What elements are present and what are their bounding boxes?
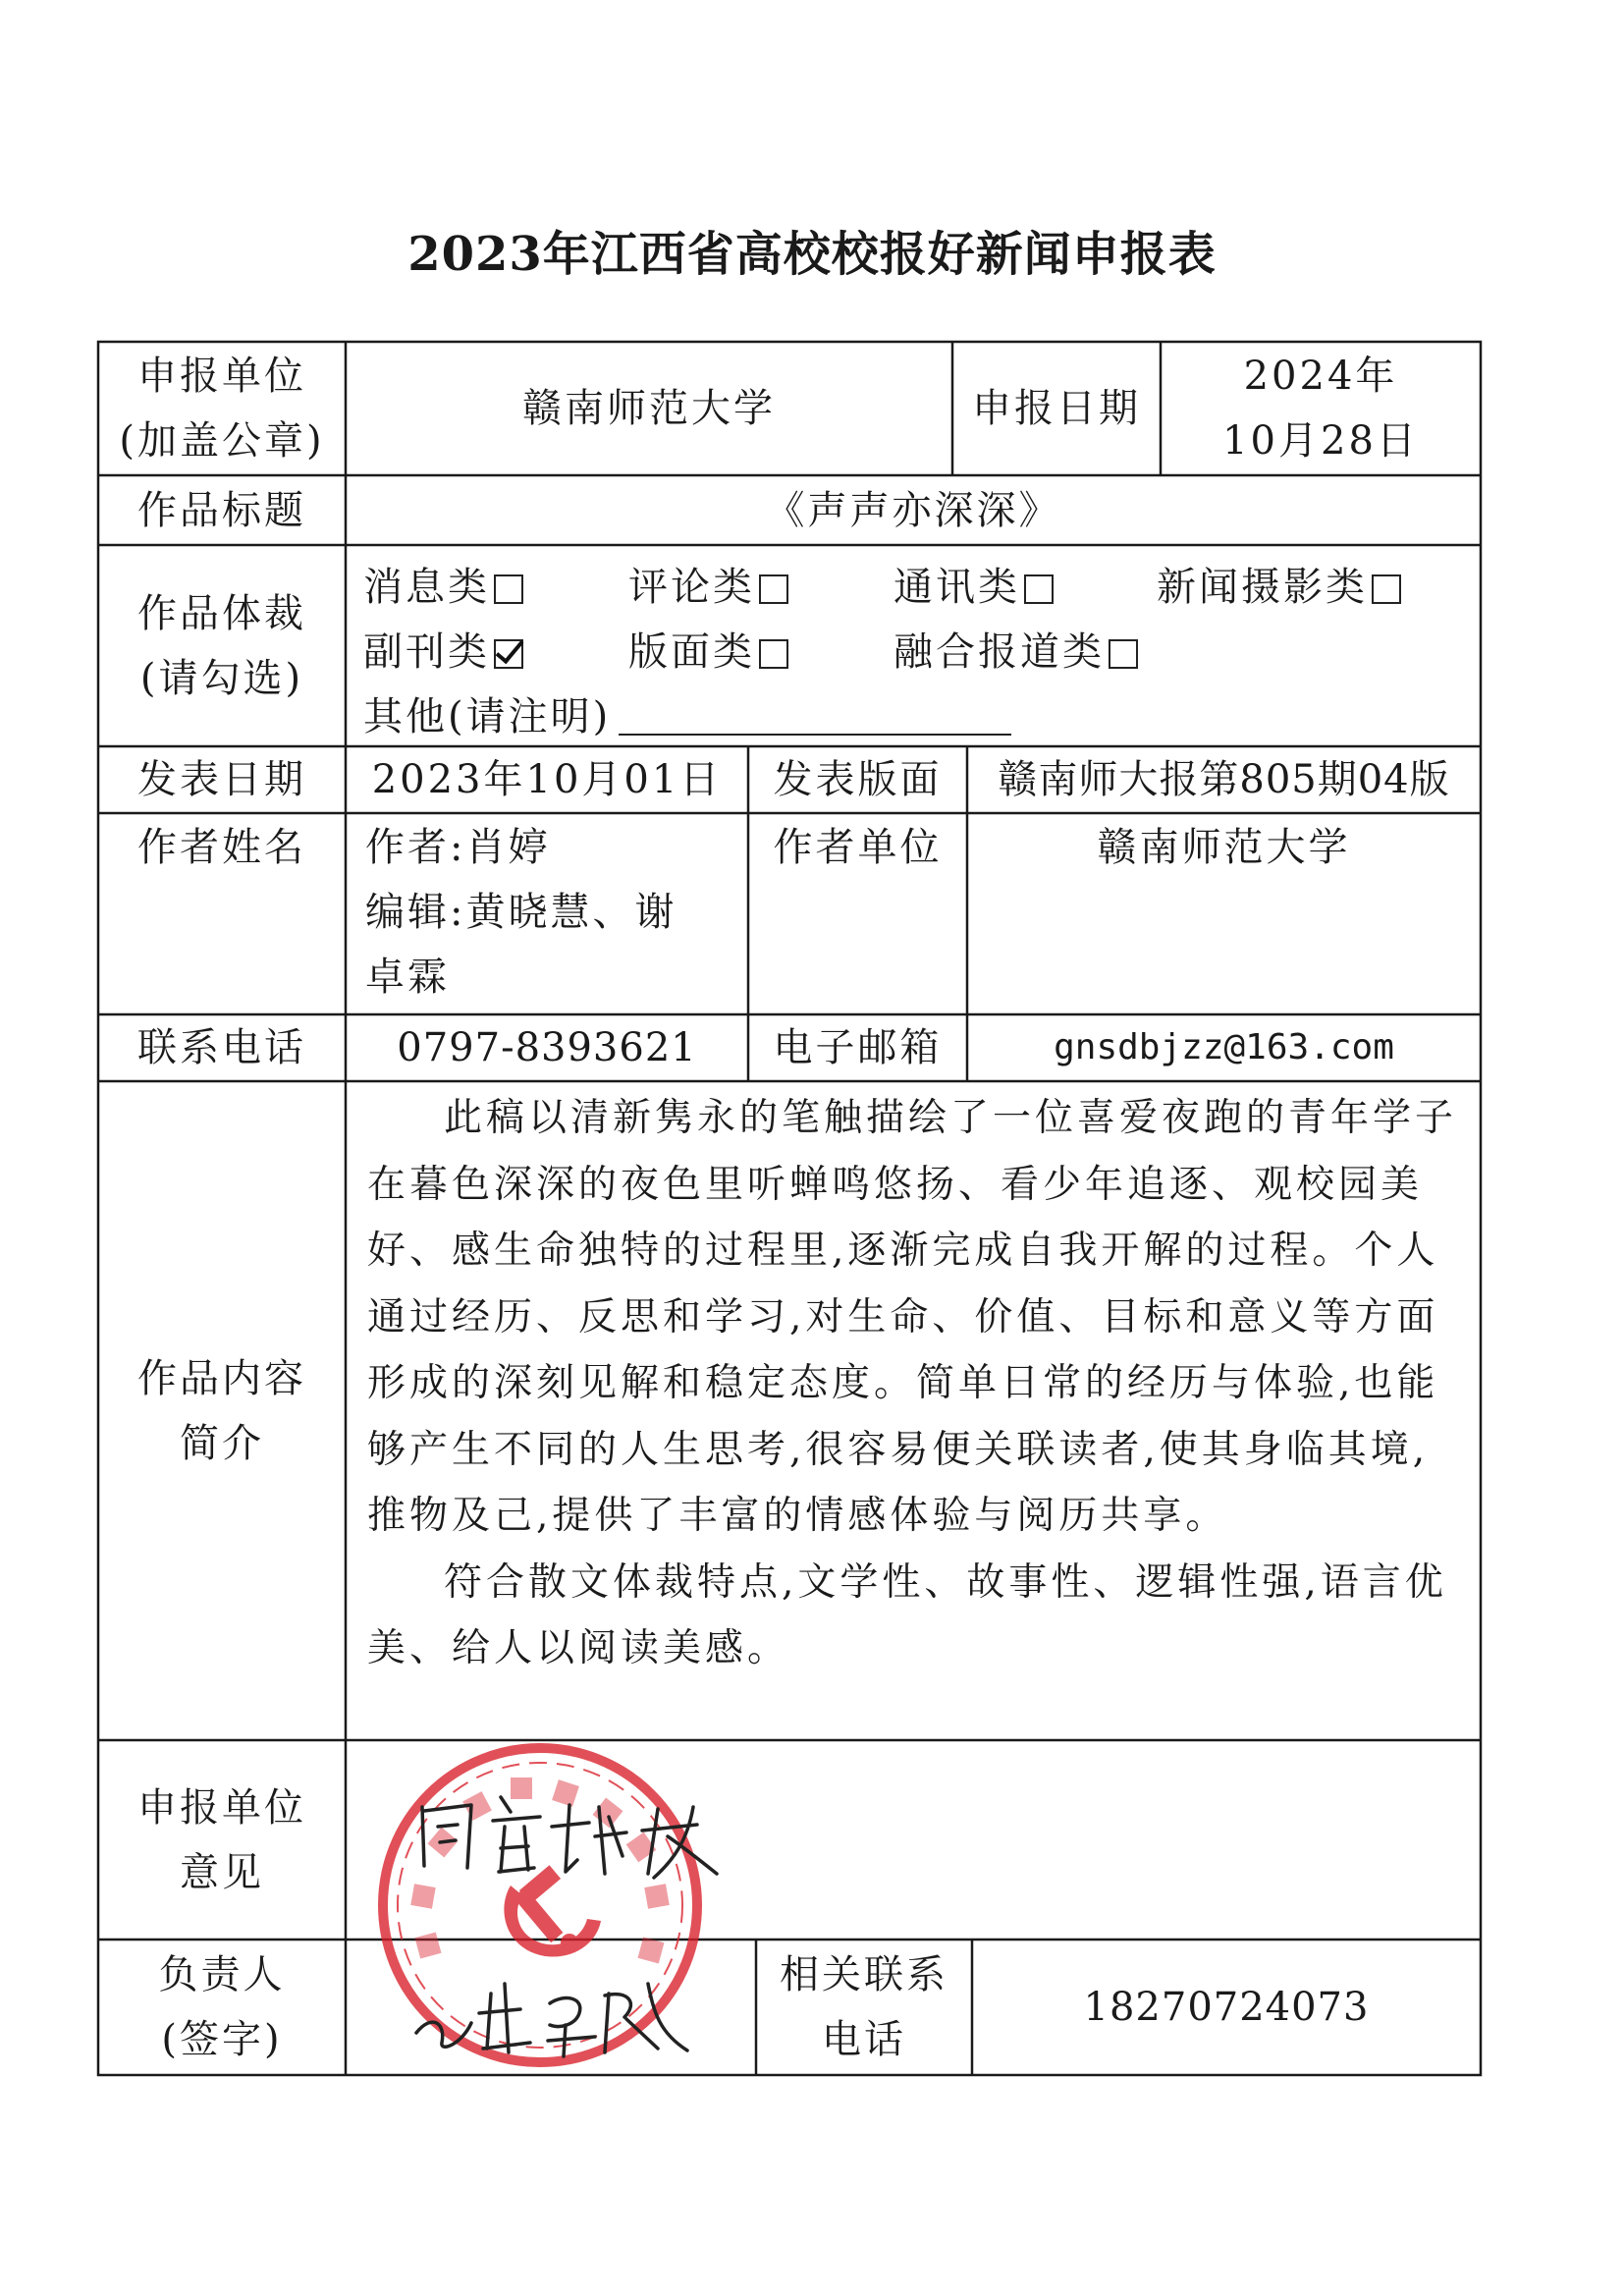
date-value-line1: 2024年 (1243, 354, 1398, 399)
checkbox-news[interactable] (494, 574, 523, 604)
work-title-value: 《声声亦深深》 (765, 487, 1061, 533)
page-title: 2023年江西省高校校报好新闻申报表 (407, 227, 1217, 282)
contact-label (756, 1940, 972, 2075)
email-label: 电子邮箱 (773, 1025, 943, 1070)
unit-label (98, 342, 346, 475)
author-name-label: 作者姓名 (137, 825, 306, 870)
leader-label-line1: 负责人 (158, 1952, 286, 1997)
handwritten-signature (403, 1954, 697, 2072)
date-label: 申报日期 (972, 386, 1141, 431)
leader-label-line2: (签字) (161, 2017, 283, 2062)
opinion-label-line2: 意见 (180, 1849, 264, 1895)
editor-line: 编辑:黄晓慧、谢 (365, 890, 677, 935)
summary-value (346, 1081, 1481, 1740)
genre-option-correspondence[interactable]: 通讯类 (893, 555, 1054, 620)
summary-label-line2: 简介 (180, 1420, 264, 1466)
phone-label: 联系电话 (137, 1025, 306, 1070)
author-unit-value: 赣南师范大学 (1097, 825, 1351, 870)
opinion-label-line1: 申报单位 (137, 1784, 306, 1831)
checkbox-supplement-checked[interactable] (494, 639, 523, 669)
author-unit-label: 作者单位 (773, 825, 943, 870)
author-line: 作者:肖婷 (365, 825, 551, 870)
checkbox-correspondence[interactable] (1024, 574, 1054, 604)
summary-paragraph-2: 符合散文体裁特点,文学性、故事性、逻辑性强,语言优美、给人以阅读美感。 (367, 1559, 1447, 1670)
phone-value: 0797-8393621 (397, 1025, 697, 1070)
editor-line-cont: 卓霖 (365, 955, 450, 1000)
genre-options (346, 545, 1481, 746)
genre-label-line1: 作品体裁 (137, 590, 306, 636)
genre-label (98, 545, 346, 746)
other-blank-line[interactable] (619, 734, 1011, 736)
work-title-label: 作品标题 (137, 487, 306, 533)
genre-option-photo[interactable]: 新闻摄影类 (1157, 555, 1401, 620)
checkbox-commentary[interactable] (759, 574, 788, 604)
handwritten-opinion (403, 1787, 756, 1895)
unit-value: 赣南师范大学 (522, 386, 776, 431)
genre-option-commentary[interactable]: 评论类 (628, 555, 788, 620)
author-name-value (346, 813, 748, 1014)
leader-label (98, 1940, 346, 2075)
checkbox-photo[interactable] (1372, 574, 1401, 604)
summary-paragraph-1: 此稿以清新隽永的笔触描绘了一位喜爱夜跑的青年学子在暮色深深的夜色里听蝉鸣悠扬、看少年追逐、观校园美好、感生命独特的过程里,逐渐完成自我开解的过程。个人通过经历、反思和学习,对生命、价值、目标和意义等方面形成的深刻见解和稳定态度。简单日常的经历与体验,也能够产生不同的人生思考,很容易便关联读者,使其身临其境,推物及己,提供了丰富的情感体验与阅历共享。 (367, 1096, 1458, 1538)
checkbox-convergence[interactable] (1109, 639, 1138, 669)
genre-label-line2: (请勾选) (139, 655, 304, 701)
pub-date-value: 2023年10月01日 (371, 757, 723, 802)
opinion-label (98, 1740, 346, 1940)
contact-phone-value: 18270724073 (1083, 1985, 1370, 2030)
genre-option-other[interactable]: 其他(请注明) (363, 684, 1011, 749)
summary-label-line1: 作品内容 (137, 1355, 306, 1401)
date-value (1161, 342, 1481, 475)
pub-page-label: 发表版面 (773, 757, 943, 802)
pub-date-label: 发表日期 (137, 757, 306, 802)
checkbox-layout[interactable] (759, 639, 788, 669)
genre-option-supplement[interactable]: 副刊类 (363, 620, 523, 684)
date-value-line2: 10月28日 (1222, 418, 1419, 464)
genre-option-layout[interactable]: 版面类 (628, 620, 788, 684)
summary-label (98, 1081, 346, 1740)
contact-label-line2: 电话 (822, 2017, 906, 2062)
pub-page-value: 赣南师大报第805期04版 (998, 757, 1450, 802)
email-value: gnsdbjzz@163.com (1054, 1027, 1394, 1067)
contact-label-line1: 相关联系 (780, 1952, 948, 1997)
unit-label-line2: (加盖公章) (119, 418, 325, 464)
genre-option-news[interactable]: 消息类 (363, 555, 523, 620)
unit-label-line1: 申报单位 (137, 354, 306, 399)
genre-option-convergence[interactable]: 融合报道类 (893, 620, 1138, 684)
